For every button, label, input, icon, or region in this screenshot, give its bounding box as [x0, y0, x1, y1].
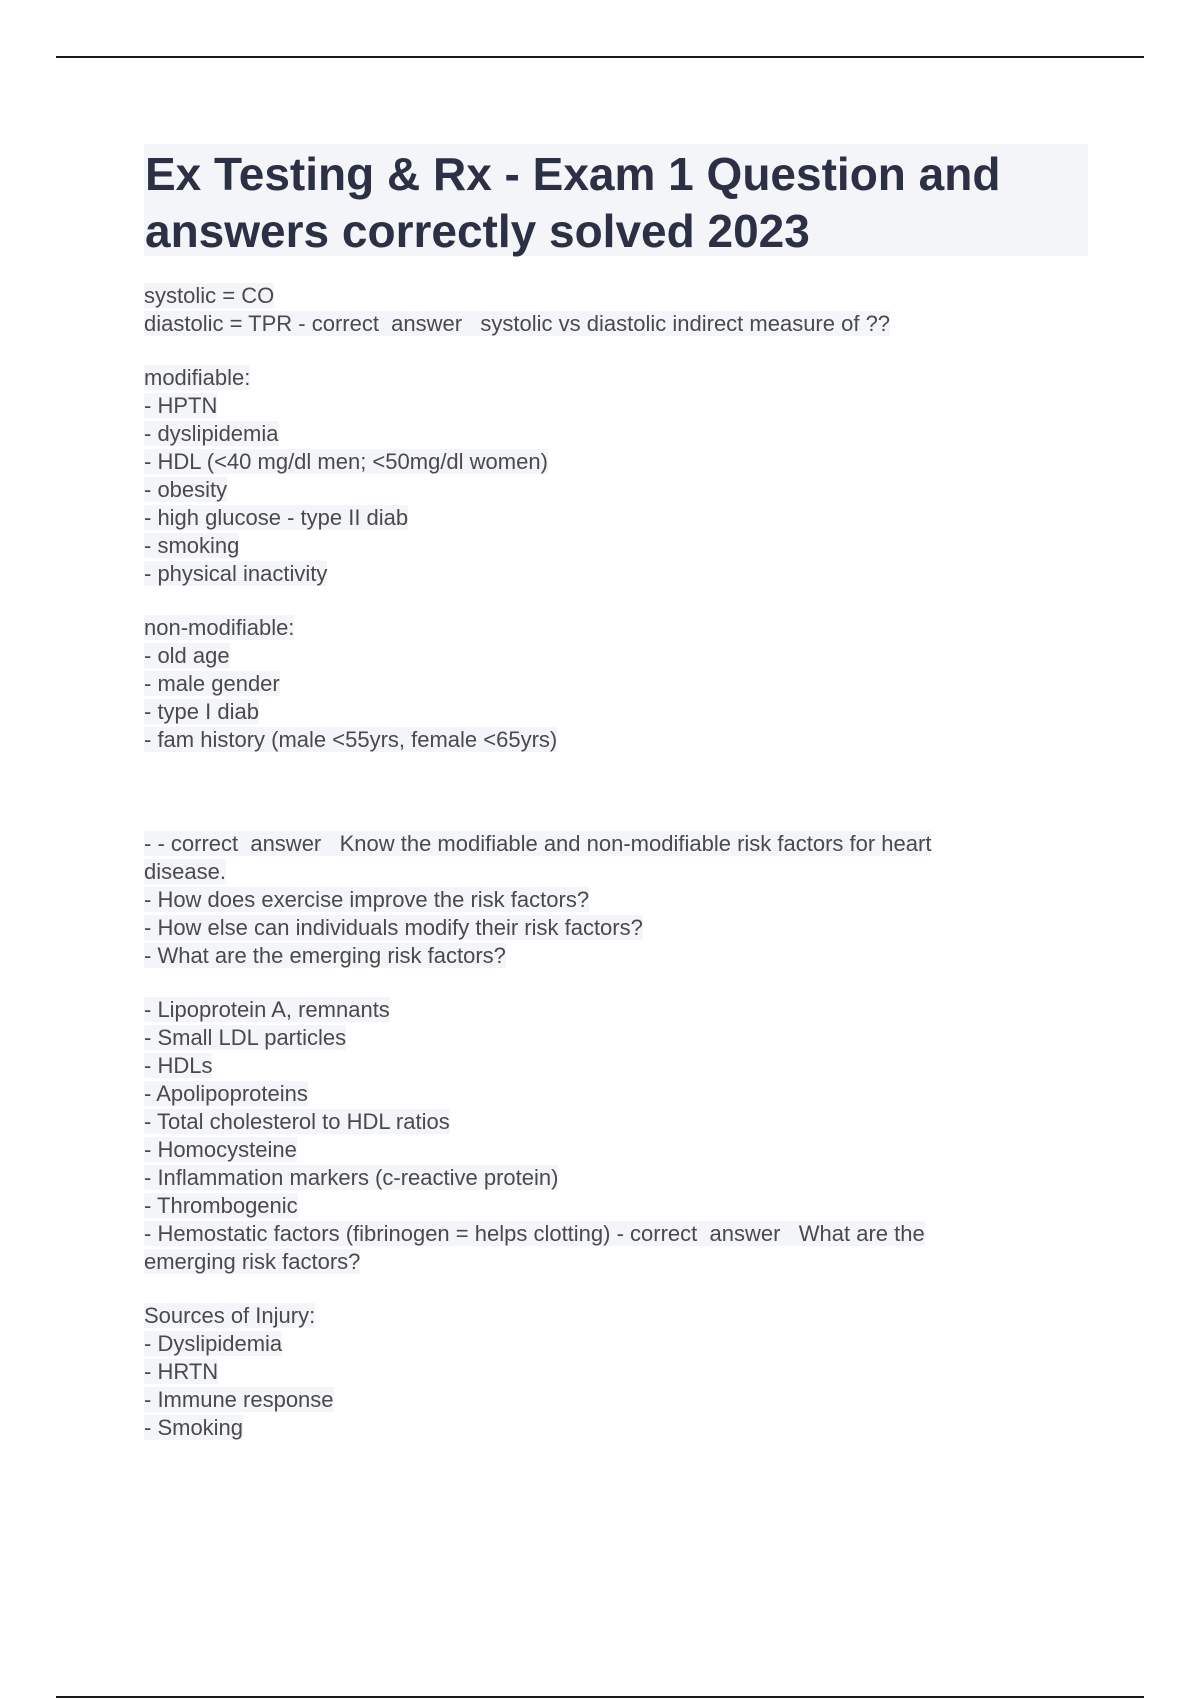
list-item: - high glucose - type II diab: [144, 505, 409, 530]
list-item: - Lipoprotein A, remnants: [144, 997, 390, 1022]
text-line: modifiable:: [144, 365, 251, 390]
list-item: - type I diab: [144, 699, 259, 724]
list-item: - HRTN: [144, 1359, 219, 1384]
list-item: - HPTN: [144, 393, 218, 418]
text-line: emerging risk factors?: [144, 1249, 361, 1274]
qa-block-sources-of-injury: [144, 1302, 1044, 1442]
list-item: - obesity: [144, 477, 228, 502]
text-line: Sources of Injury:: [144, 1303, 316, 1328]
list-item: - Inflammation markers (c-reactive protein): [144, 1165, 559, 1190]
qa-block-emerging: [144, 996, 1044, 1276]
list-item: - What are the emerging risk factors?: [144, 943, 506, 968]
list-item: - Dyslipidemia: [144, 1331, 283, 1356]
footer-rule: [56, 1696, 1144, 1698]
list-item: - male gender: [144, 671, 280, 696]
list-item: - Homocysteine: [144, 1137, 297, 1162]
header-rule: [56, 56, 1144, 58]
qa-block-bp: [144, 282, 1044, 338]
list-item: - HDLs: [144, 1053, 213, 1078]
list-item: - Hemostatic factors (fibrinogen = helps clotting) - correct answer What are the: [144, 1221, 925, 1246]
text-line: - - correct answer Know the modifiable and non-modifiable risk factors for heart: [144, 831, 932, 856]
document-body: [144, 282, 1044, 1468]
text-line: diastolic = TPR - correct answer systolic vs diastolic indirect measure of ??: [144, 311, 891, 336]
list-item: - How else can individuals modify their risk factors?: [144, 915, 643, 940]
text-line: systolic = CO: [144, 283, 275, 308]
text-line: non-modifiable:: [144, 615, 295, 640]
list-item: - Smoking: [144, 1415, 244, 1440]
qa-block-modifiable: [144, 364, 1044, 588]
list-item: - dyslipidemia: [144, 421, 279, 446]
document-title: Ex Testing & Rx - Exam 1 Question and answers correctly solved 2023: [145, 148, 1001, 257]
list-item: - old age: [144, 643, 230, 668]
list-item: - Thrombogenic: [144, 1193, 298, 1218]
list-item: - Apolipoproteins: [144, 1081, 308, 1106]
list-item: - smoking: [144, 533, 240, 558]
list-item: - physical inactivity: [144, 561, 328, 586]
spacer: [144, 780, 1044, 830]
list-item: - How does exercise improve the risk factors?: [144, 887, 590, 912]
list-item: - Small LDL particles: [144, 1025, 347, 1050]
qa-block-risk-factors: [144, 830, 1044, 970]
list-item: - fam history (male <55yrs, female <65yrs): [144, 727, 558, 752]
list-item: - HDL (<40 mg/dl men; <50mg/dl women): [144, 449, 548, 474]
list-item: - Immune response: [144, 1387, 334, 1412]
qa-block-non-modifiable: [144, 614, 1044, 754]
text-line: disease.: [144, 859, 226, 884]
list-item: - Total cholesterol to HDL ratios: [144, 1109, 450, 1134]
